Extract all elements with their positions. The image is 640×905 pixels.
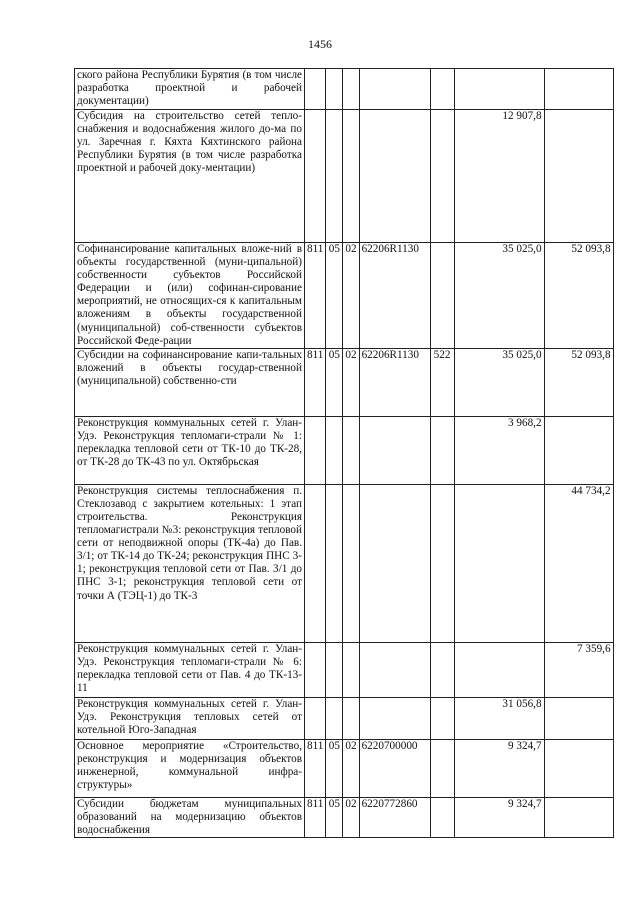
- cell-subsection: [343, 697, 359, 739]
- cell-target-article: [359, 416, 430, 484]
- cell-amount-1: [454, 642, 544, 697]
- row-description: Субсидии на софинансирование капи-тальных вложений в объекты государ-ственной (муниципальной) собственно-сти: [75, 348, 305, 416]
- cell-amount-2: [544, 739, 613, 797]
- cell-amount-1: [454, 69, 544, 110]
- cell-expense-type: [430, 484, 454, 642]
- cell-subsection: [343, 110, 359, 243]
- cell-expense-type: [430, 797, 454, 837]
- cell-grbs: [305, 697, 326, 739]
- cell-section: [326, 484, 343, 642]
- cell-target-article: [359, 484, 430, 642]
- row-description: Реконструкция коммунальных сетей г. Улан-Удэ. Реконструкция тепловых сетей от котельной Юго-Западная: [75, 697, 305, 739]
- cell-subsection: 02: [343, 797, 359, 837]
- cell-amount-2: 52 093,8: [544, 243, 613, 349]
- row-description: Реконструкция коммунальных сетей г. Улан-Удэ. Реконструкция тепломаги-страли № 1: перекладка тепловой сети от ТК-10 до ТК-28, от ТК-28 до ТК-43 по ул. Октябрьская: [75, 416, 305, 484]
- cell-subsection: 02: [343, 348, 359, 416]
- row-description: Реконструкция коммунальных сетей г. Улан-Удэ. Реконструкция тепломаги-страли № 6: перекладка тепловой сети от Пав. 4 до ТК-13-11: [75, 642, 305, 697]
- cell-amount-1: 3 968,2: [454, 416, 544, 484]
- cell-section: [326, 110, 343, 243]
- cell-amount-1: 35 025,0: [454, 348, 544, 416]
- cell-target-article: 62206R1130: [359, 243, 430, 349]
- row-description: Реконструкция системы теплоснабжения п. Стеклозавод с закрытием котельных: 1 этап строительства. Реконструкция тепломагистрали №3: реконструкция тепловой сети от неподвижной опоры (ТК-4а) до Пав. 3/1; от ТК-14 до ТК-24; реконструкция ПНС 3-1; реконструкция тепловой сети от Пав. 3/1 до ПНС 3-1; реконструкция тепловой сети от точки А (ТЭЦ-1) до ТК-3: [75, 484, 305, 642]
- budget-table: [74, 68, 614, 838]
- cell-grbs: 811: [305, 739, 326, 797]
- cell-amount-2: 7 359,6: [544, 642, 613, 697]
- cell-grbs: 811: [305, 243, 326, 349]
- cell-subsection: [343, 69, 359, 110]
- cell-subsection: 02: [343, 739, 359, 797]
- cell-subsection: [343, 484, 359, 642]
- cell-amount-1: 12 907,8: [454, 110, 544, 243]
- cell-amount-1: 35 025,0: [454, 243, 544, 349]
- cell-target-article: [359, 110, 430, 243]
- cell-subsection: [343, 642, 359, 697]
- cell-amount-1: 9 324,7: [454, 797, 544, 837]
- table-row: [75, 484, 614, 642]
- cell-target-article: 6220700000: [359, 739, 430, 797]
- cell-section: [326, 697, 343, 739]
- cell-expense-type: [430, 416, 454, 484]
- cell-target-article: 62206R1130: [359, 348, 430, 416]
- table-row: [75, 416, 614, 484]
- cell-expense-type: [430, 110, 454, 243]
- cell-section: [326, 69, 343, 110]
- cell-target-article: 6220772860: [359, 797, 430, 837]
- cell-target-article: [359, 697, 430, 739]
- row-description: Основное мероприятие «Строительство, реконструкция и модернизация объектов инженерной, коммунальной инфра-структуры»: [75, 739, 305, 797]
- cell-amount-1: 9 324,7: [454, 739, 544, 797]
- cell-amount-2: [544, 69, 613, 110]
- cell-amount-2: 44 734,2: [544, 484, 613, 642]
- cell-section: [326, 416, 343, 484]
- table-row: [75, 243, 614, 349]
- cell-expense-type: 522: [430, 348, 454, 416]
- table-row: [75, 642, 614, 697]
- page-number: 1456: [308, 37, 332, 51]
- cell-expense-type: [430, 642, 454, 697]
- cell-amount-1: [454, 484, 544, 642]
- cell-grbs: [305, 484, 326, 642]
- cell-amount-1: 31 056,8: [454, 697, 544, 739]
- cell-expense-type: [430, 739, 454, 797]
- cell-section: 05: [326, 739, 343, 797]
- cell-subsection: 02: [343, 243, 359, 349]
- table-row: [75, 69, 614, 110]
- cell-amount-2: [544, 416, 613, 484]
- table-row: [75, 110, 614, 243]
- cell-grbs: 811: [305, 797, 326, 837]
- row-description: ского района Республики Бурятия (в том числе разработка проектной и рабочей документации): [75, 69, 305, 110]
- cell-grbs: [305, 69, 326, 110]
- cell-grbs: [305, 642, 326, 697]
- cell-expense-type: [430, 697, 454, 739]
- cell-amount-2: [544, 697, 613, 739]
- cell-grbs: [305, 416, 326, 484]
- cell-amount-2: [544, 797, 613, 837]
- cell-section: 05: [326, 348, 343, 416]
- cell-grbs: [305, 110, 326, 243]
- cell-expense-type: [430, 243, 454, 349]
- table-row: [75, 348, 614, 416]
- cell-grbs: 811: [305, 348, 326, 416]
- cell-section: 05: [326, 243, 343, 349]
- cell-target-article: [359, 69, 430, 110]
- cell-amount-2: [544, 110, 613, 243]
- cell-section: 05: [326, 797, 343, 837]
- cell-amount-2: 52 093,8: [544, 348, 613, 416]
- cell-subsection: [343, 416, 359, 484]
- table-row: [75, 697, 614, 739]
- cell-expense-type: [430, 69, 454, 110]
- row-description: Субсидия на строительство сетей тепло-снабжения и водоснабжения жилого до-ма по ул. Заречная г. Кяхта Кяхтинского района Республики Бурятия (в том числе разработка проектной и рабочей доку-ментации): [75, 110, 305, 243]
- table-row: [75, 739, 614, 797]
- row-description: Софинансирование капитальных вложе-ний в объекты государственной (муни-ципальной) собственности субъектов Российской Федерации и (или) софинан-сирование мероприятий, не относящих-ся к капитальным вложениям в объекты государственной (муниципальной) соб-ственности субъектов Российской Феде-рации: [75, 243, 305, 349]
- table-row: [75, 797, 614, 837]
- cell-section: [326, 642, 343, 697]
- row-description: Субсидии бюджетам муниципальных образований на модернизацию объектов водоснабжения: [75, 797, 305, 837]
- cell-target-article: [359, 642, 430, 697]
